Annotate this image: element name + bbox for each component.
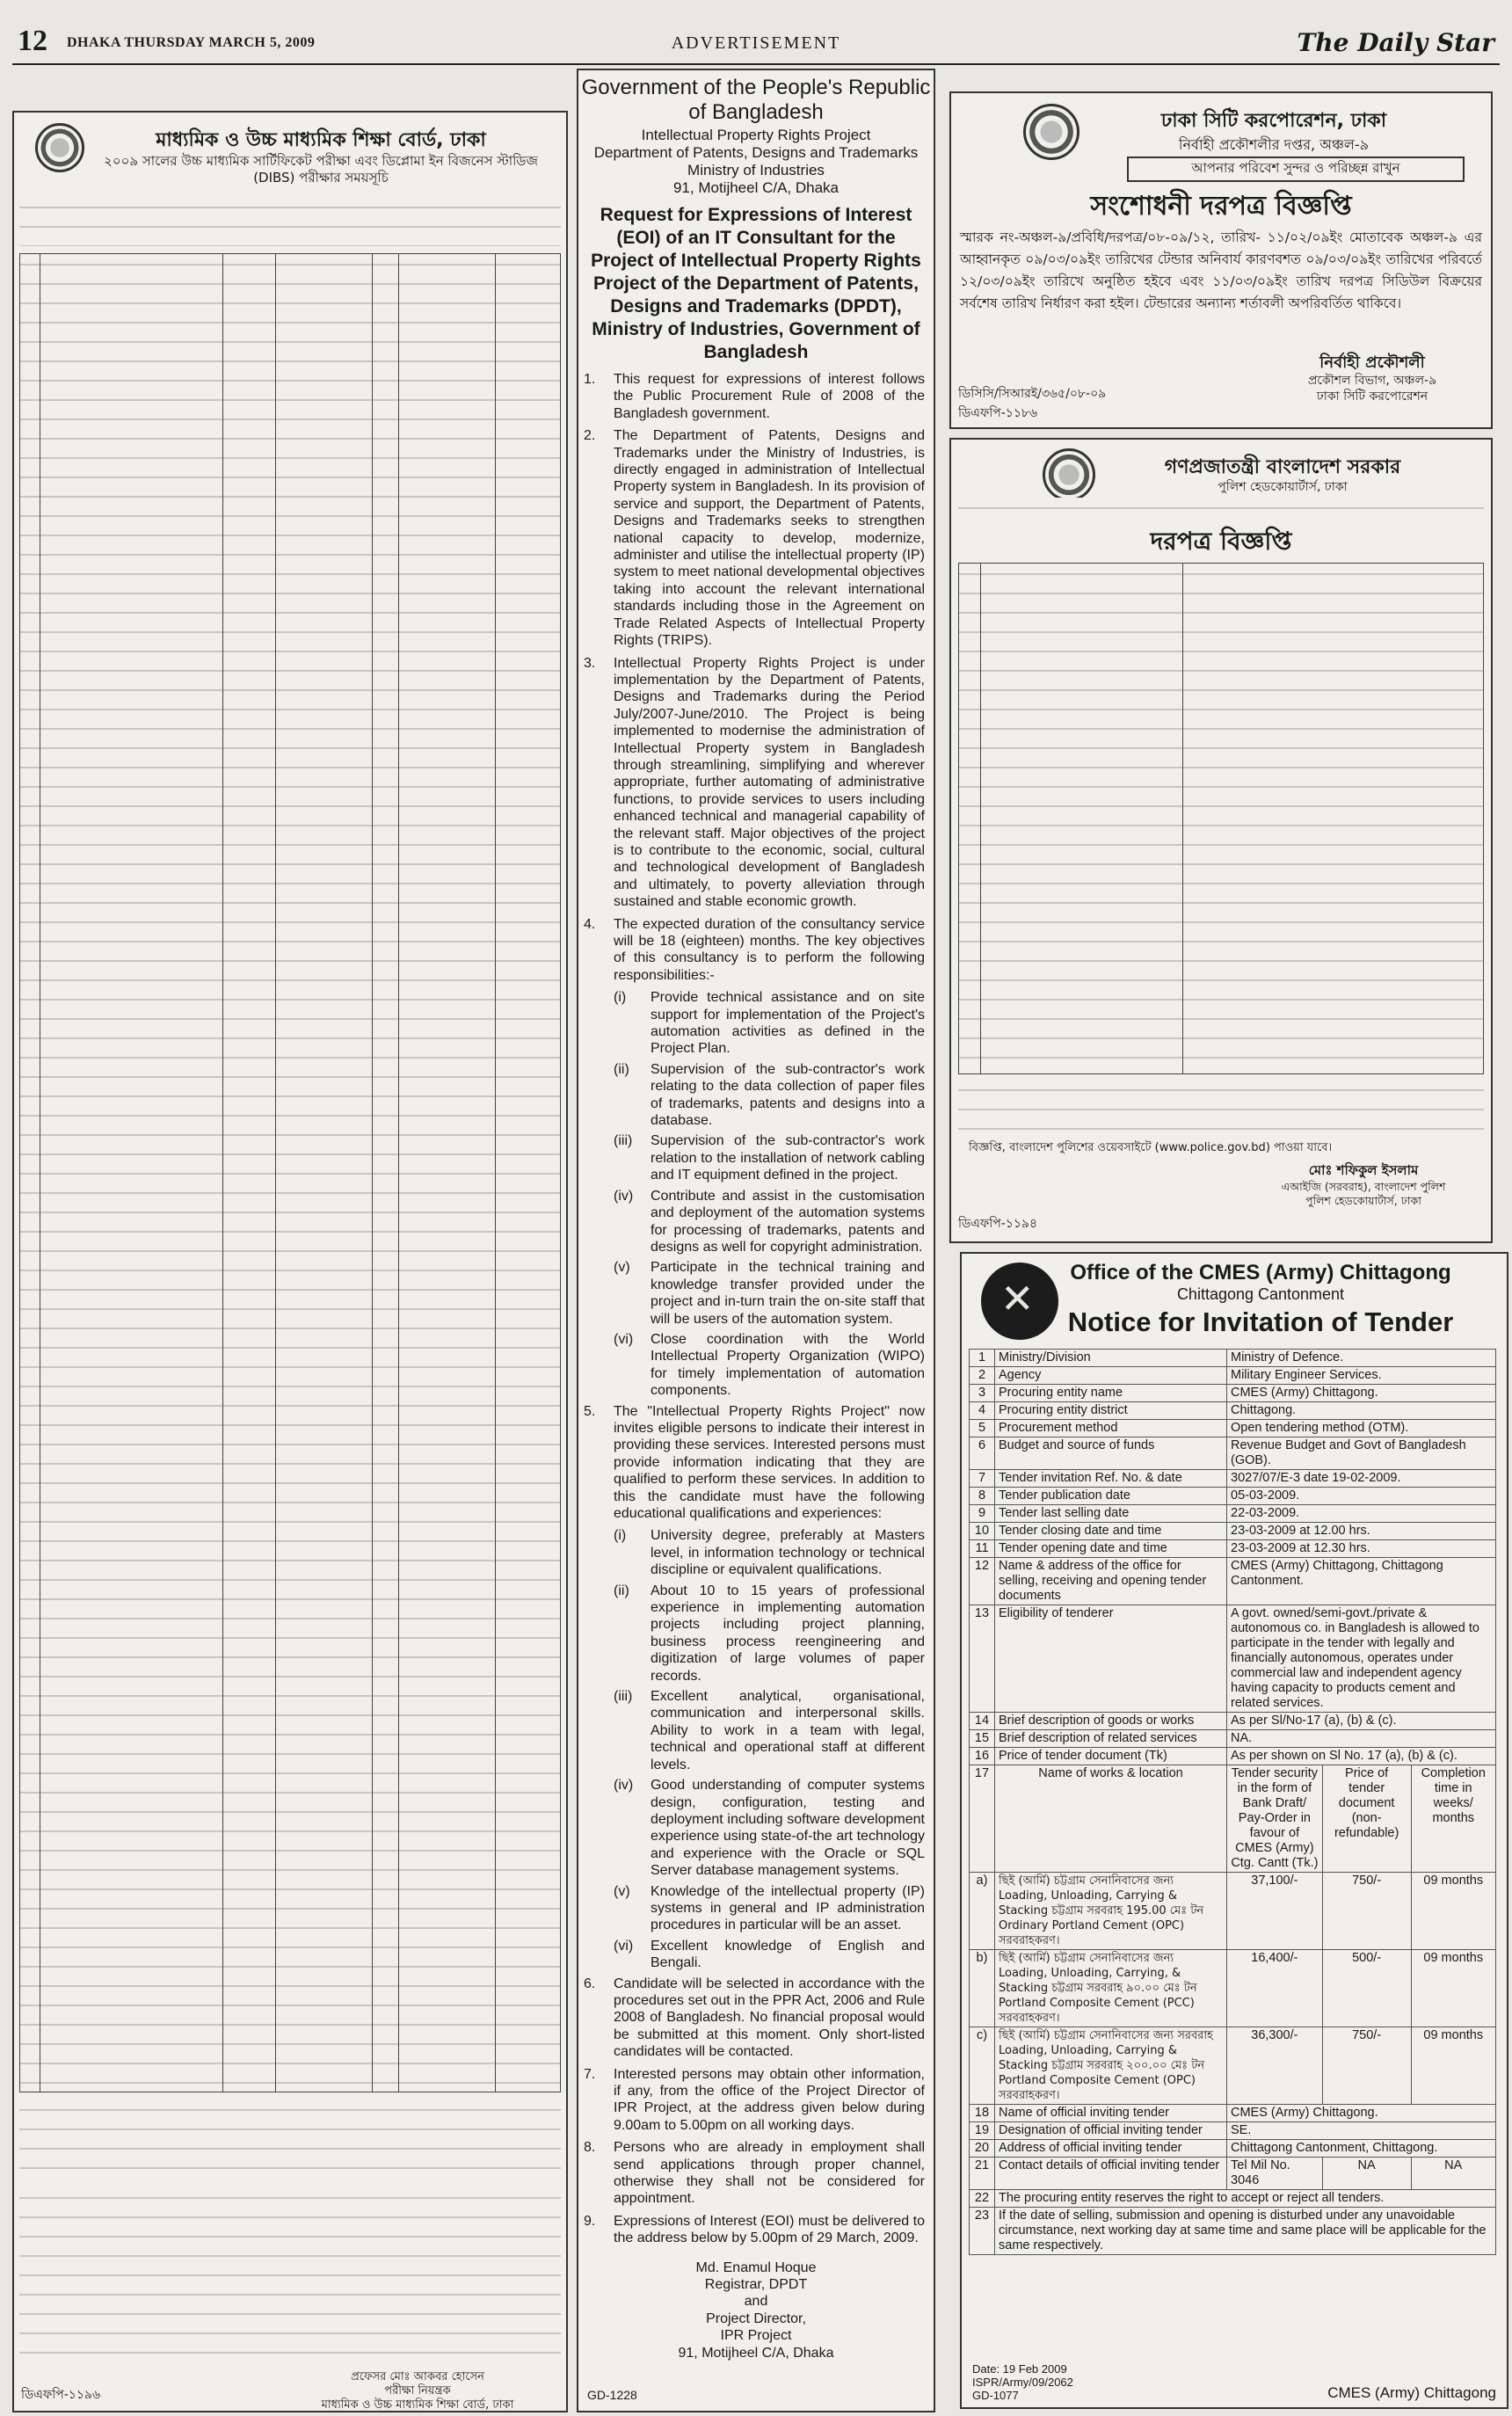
works-item-security: 16,400/- [1227,1950,1323,2027]
cmes-row-number: 7 [970,1470,995,1488]
cmes-row-label: Eligibility of tenderer [995,1605,1227,1713]
ipr-paragraph [578,2213,934,2247]
ipr-paragraph [578,2139,934,2208]
ipr-paragraph-text: The Department of Patents, Designs and Trademarks under the Ministry of Industries, is directly engaged in administration of Intellectual Property system in Bangladesh. In its provision of service and support, the Department of Patents, Designs and Trademarks seeks to strengthen national capacity to develop, modernize, administer and utilise the intellectual property (IP) system to meet national developmental objectives taking into account the relevant international standards including those in the Agreement on Trade Related Aspects of Intellectual Property Rights (TRIPS). [614,428,925,649]
cmes-table-row [970,1402,1496,1420]
works-item-time: 09 months [1411,1950,1496,2027]
ipr-paragraph-text: Supervision of the sub-contractor's work relating to the data collection of paper files of trademarks, patents and designs into a database. [651,1061,925,1129]
ipr-subtitle: Intellectual Property Rights Project Department of Patents, Designs and Trademarks Ministry of Industries 91, Motijheel C/A, Dhaka [593,127,919,196]
cmes-row-number: 3 [970,1385,995,1402]
dcc-ad-code: ডিএফপি-১১৮৬ [958,406,1038,420]
cmes-title: Office of the CMES (Army) Chittagong [1070,1261,1451,1284]
cmes-table-row [970,2105,1496,2122]
police-office: পুলিশ হেডকোয়ার্টার্স, ঢাকা [1218,480,1348,494]
ipr-paragraph [578,989,934,1058]
ipr-paragraph-number: (iv) [614,1778,634,1794]
ipr-govt-title: Government of the People's Republic of Bangladesh [581,76,931,124]
ipr-paragraph-text: Supervision of the sub-contractor's work relation to the installation of network cabling and IT equipment defined in the project. [651,1133,925,1183]
cmes-row-value: Tel Mil No. 3046 [1227,2158,1323,2190]
cmes-row-value: 3027/07/E-3 date 19-02-2009. [1227,1470,1496,1488]
cmes-row-number: 20 [970,2140,995,2158]
ipr-paragraph-text: Excellent knowledge of English and Bengali. [651,1938,925,1971]
dcc-ref: ডিসিসি/সিআরই/৩৬৫/০৮-০৯ [958,387,1107,401]
cmes-row-label: Ministry/Division [995,1350,1227,1367]
cmes-row-value: CMES (Army) Chittagong, Chittagong Cantonment. [1227,1558,1496,1605]
cmes-row-label: Procurement method [995,1420,1227,1437]
ipr-paragraph-number: 1. [584,372,596,387]
ipr-paragraph [578,1259,934,1328]
ipr-paragraph-text: About 10 to 15 years of professional experience in implementing automation projects including project planning, business process reengineering and digitization of large volumes of paper records. [651,1583,925,1684]
ipr-paragraph-number: (v) [614,1260,630,1276]
cmes-row-number: 14 [970,1713,995,1730]
ipr-paragraph [578,2066,934,2135]
cmes-row-label: Tender publication date [995,1488,1227,1505]
cmes-subtitle: Chittagong Cantonment [1176,1285,1345,1303]
cmes-row-value: Revenue Budget and Govt of Bangladesh (GOB). [1227,1437,1496,1470]
ipr-paragraph-number: (i) [614,1528,627,1544]
ipr-paragraph-text: Contribute and assist in the customisation and deployment of the automation systems for processing of trademarks, patents and designs as well for copyright administration. [651,1188,925,1255]
cmes-row-number: 4 [970,1402,995,1420]
dcc-sig-office: প্রকৌশল বিভাগ, অঞ্চল-৯ ঢাকা সিটি করপোরেশন [1307,374,1437,404]
cmes-row-number: 1 [970,1350,995,1367]
police-ad-code: ডিএফপি-১১৯৪ [958,1217,1038,1231]
cmes-row-number: 17 [970,1765,995,1873]
cmes-table-row [970,1470,1496,1488]
cmes-row-value: Chittagong Cantonment, Chittagong. [1227,2140,1496,2158]
cmes-row-number: 10 [970,1523,995,1540]
section-title: ADVERTISEMENT [671,33,841,53]
ipr-paragraph-number: (vi) [614,1938,634,1954]
cmes-row-number: 6 [970,1437,995,1470]
cmes-table-row [970,1420,1496,1437]
cmes-table-row [970,2190,1496,2208]
cmes-table-row [970,1505,1496,1523]
ipr-paragraph [578,1938,934,1972]
cmes-ad-code: GD-1077 [972,2389,1019,2402]
dcc-title: ঢাকা সিটি করপোরেশন, ঢাকা [1160,110,1387,132]
cmes-table-row [970,2158,1496,2190]
cmes-works-row [970,1873,1496,1950]
works-item-number: b) [970,1950,995,2027]
cmes-row-number: 19 [970,2122,995,2140]
cmes-heading: Notice for Invitation of Tender [1067,1306,1454,1337]
cmes-table-row [970,1605,1496,1713]
ipr-paragraph-text: The "Intellectual Property Rights Project" now invites eligible persons to indicate their interest in providing these services. Interested persons must provide information indicating that they are qualified to perform these services. In addition to this the candidate must have the following educational qualifications and experiences: [614,1403,925,1521]
cmes-row-value: As per shown on Sl No. 17 (a), (b) & (c). [1227,1748,1496,1765]
ipr-paragraph-number: 2. [584,428,596,444]
works-item-price: 750/- [1322,2027,1411,2105]
cmes-row-label: Designation of official inviting tender [995,2122,1227,2140]
ipr-paragraph-text: Persons who are already in employment shall send applications through proper channel, otherwise they shall not be considered for appointment. [614,2140,925,2207]
cmes-row-value: If the date of selling, submission and opening is disturbed under any unavoidable circumstance, next working day at same time and same place will be applicable for the same respectively. [995,2208,1496,2255]
cmes-row-label: Procuring entity district [995,1402,1227,1420]
board-signatory-office: মাধ্যমিক ও উচ্চ মাধ্যমিক শিক্ষা বোর্ড, ঢাকা [321,2398,514,2412]
ipr-paragraph [578,427,934,649]
cmes-row-number: 11 [970,1540,995,1558]
works-item-security: 37,100/- [1227,1873,1323,1950]
cmes-table-row [970,1713,1496,1730]
cmes-table-row [970,2122,1496,2140]
ipr-paragraph-text: Excellent analytical, organisational, communication and interpersonal skills. Ability to work in a team with legal, technical and operational staff at different levels. [651,1689,925,1772]
ipr-signature: Md. Enamul Hoque Registrar, DPDT and Project Director, IPR Project 91, Motijheel C/A, Dhaka [678,2260,834,2361]
cmes-row-label: Price of tender document (Tk) [995,1748,1227,1765]
cmes-row-number: 22 [970,2190,995,2208]
ipr-paragraph-number: (ii) [614,1583,629,1598]
board-subtitle: ২০০৯ সালের উচ্চ মাধ্যমিক সার্টিফিকেট পরীক্ষা এবং ডিপ্লোমা ইন বিজনেস স্টাডিজ (DIBS) পরীক্ষার সময়সূচি [104,153,538,186]
police-website-note: বিজ্ঞপ্তি, বাংলাদেশ পুলিশের ওয়েবসাইটে (www.police.gov.bd) পাওয়া যাবে। [969,1141,1333,1154]
police-heading: দরপত্র বিজ্ঞপ্তি [1150,527,1292,556]
ipr-paragraph-number: 4. [584,916,596,932]
police-ref-line [958,498,1484,515]
ipr-paragraph-text: Provide technical assistance and on site support for implementation of the Project's automation activities as defined in the Project Plan. [651,990,925,1057]
cmes-row-label: Address of official inviting tender [995,2140,1227,2158]
works-item-price: 500/- [1322,1950,1411,2027]
ipr-paragraph-number: (i) [614,990,627,1006]
ipr-paragraph [578,1132,934,1183]
police-tender-ad [949,438,1493,1243]
ipr-paragraph-number: 5. [584,1403,596,1419]
ipr-paragraph-number: 6. [584,1976,596,1991]
works-item-number: a) [970,1873,995,1950]
cmes-table-row [970,1558,1496,1605]
ipr-paragraph [578,1777,934,1879]
works-item-name: ছিই (আর্মি) চট্টগ্রাম সেনানিবাসের জন্য সরবরাহ Loading, Unloading, Carrying & Stacking চট্টগ্রাম সরবরাহ ২০০.০০ মেঃ টন Portland Composite Cement (OPC) সরবরাহকরণ। [995,2027,1227,2105]
cmes-row-label: Contact details of official inviting tender [995,2158,1227,2190]
ipr-paragraph-number: (iii) [614,1133,633,1149]
cmes-row-number: 12 [970,1558,995,1605]
cmes-row-number: 13 [970,1605,995,1713]
special-instructions [19,2187,561,2363]
page-number: 12 [18,25,47,57]
ipr-paragraph-number: (v) [614,1883,630,1899]
ipr-paragraph [578,1883,934,1934]
cmes-table-row [970,1437,1496,1470]
cmes-row-label: Name & address of the office for selling, receiving and opening tender documents [995,1558,1227,1605]
cmes-row-label: Agency [995,1367,1227,1385]
ipr-paragraph [578,1688,934,1773]
dateline: DHAKA THURSDAY MARCH 5, 2009 [67,35,316,50]
cmes-row-number: 8 [970,1488,995,1505]
ipr-eoi-heading: Request for Expressions of Interest (EOI) of an IT Consultant for the Project of Intellectual Property Rights Project of the Department of Patents, Designs and Trademarks (DPDT), Ministry of Industries, Government of Bangladesh [591,205,921,362]
cmes-row-value: 05-03-2009. [1227,1488,1496,1505]
cmes-table-row [970,2140,1496,2158]
ipr-paragraph-text: The expected duration of the consultancy service will be 18 (eighteen) months. The key objectives of this consultancy is to perform the following responsibilities:- [614,916,925,983]
cmes-works-row [970,2027,1496,2105]
ipr-paragraph-number: (iv) [614,1188,634,1204]
ipr-paragraph-text: Candidate will be selected in accordance with the procedures set out in the PPR Act, 2006 and Rule 2008 of Bangladesh. No financial proposal would be submitted at this moment. Only short-listed candidates will be contacted. [614,1976,925,2060]
exam-schedule-table [19,253,561,2092]
cmes-row-label: Brief description of related services [995,1730,1227,1748]
dcc-slogan: আপনার পরিবেশ সুন্দর ও পরিচ্ছন্ন রাখুন [1127,156,1465,182]
cmes-row-value: 23-03-2009 at 12.00 hrs. [1227,1523,1496,1540]
ipr-paragraph-text: Close coordination with the World Intellectual Property Organization (WIPO) for timely implementation of automation components. [651,1331,925,1399]
cmes-row-number: 9 [970,1505,995,1523]
cmes-row-value: Ministry of Defence. [1227,1350,1496,1367]
ipr-paragraph-number: 7. [584,2066,596,2082]
cmes-row-label: Procuring entity name [995,1385,1227,1402]
works-price-header: Price of tender document (non-refundable) [1322,1765,1411,1873]
dcc-signatory: নির্বাহী প্রকৌশলী [1319,353,1425,372]
cmes-row-value: CMES (Army) Chittagong. [1227,1385,1496,1402]
cmes-table-row [970,2208,1496,2255]
cmes-row-value: Open tendering method (OTM). [1227,1420,1496,1437]
practical-exam-table [19,2099,561,2179]
cmes-row-number: 2 [970,1367,995,1385]
police-title: গণপ্রজাতন্ত্রী বাংলাদেশ সরকার [1164,456,1401,478]
cmes-works-row [970,1950,1496,2027]
ipr-paragraph-number: 9. [584,2213,596,2229]
cmes-row-label: Tender opening date and time [995,1540,1227,1558]
cmes-row-label: Tender closing date and time [995,1523,1227,1540]
board-title: মাধ্যমিক ও উচ্চ মাধ্যমিক শিক্ষা বোর্ড, ঢাকা [156,129,486,151]
cmes-ref: ISPR/Army/09/2062 [972,2376,1073,2389]
works-item-name: ছিই (আর্মি) চট্টগ্রাম সেনানিবাসের জন্য Loading, Unloading, Carrying, & Stacking চট্টগ্রাম সরবরাহ ৯০.০০ মেঃ টন Portland Composite Cement (PCC) সরবরাহকরণ। [995,1950,1227,2027]
ipr-paragraph [578,1403,934,1523]
cmes-row-label: Brief description of goods or works [995,1713,1227,1730]
works-item-security: 36,300/- [1227,2027,1323,2105]
works-item-time: 09 months [1411,2027,1496,2105]
cmes-contact-na: NA [1322,2158,1411,2190]
board-signatory-role: পরীক্ষা নিয়ন্ত্রক [384,2384,451,2398]
cmes-works-header [970,1765,1496,1873]
dcc-tender-ad [949,91,1493,429]
ipr-paragraph [578,371,934,422]
board-signature [278,2370,557,2412]
ipr-paragraph [578,1061,934,1130]
works-item-number: c) [970,2027,995,2105]
ipr-paragraph [578,1976,934,2061]
works-item-name: ছিই (আর্মি) চট্টগ্রাম সেনানিবাসের জন্য Loading, Unloading, Carrying & Stacking চট্টগ্রাম সরবরাহ 195.00 মেঃ টন Ordinary Portland Cement (OPC) সরবরাহকরণ। [995,1873,1227,1950]
ipr-paragraph-number: (vi) [614,1331,634,1347]
police-sig-title: এআইজি (সরবরাহ), বাংলাদেশ পুলিশ পুলিশ হেডকোয়ার্টার্স, ঢাকা [1281,1180,1446,1207]
cmes-table-row [970,1367,1496,1385]
ipr-paragraph-number: (iii) [614,1689,633,1705]
police-signatory: মোঃ শফিকুল ইসলাম [1308,1162,1419,1178]
ipr-body [578,371,934,2247]
cmes-sign: CMES (Army) Chittagong [1327,2384,1496,2401]
cmes-row-value: CMES (Army) Chittagong. [1227,2105,1496,2122]
cmes-table-row [970,1730,1496,1748]
cmes-row-value: Chittagong. [1227,1402,1496,1420]
cmes-row-label: Budget and source of funds [995,1437,1227,1470]
cmes-date: Date: 19 Feb 2009 [972,2362,1067,2376]
cmes-row-value: NA. [1227,1730,1496,1748]
ipr-ad-code: GD-1228 [587,2387,637,2402]
works-name-header: Name of works & location [995,1765,1227,1873]
board-exam-schedule-ad [12,111,568,2412]
cmes-table-row [970,1385,1496,1402]
ipr-paragraph-number: (ii) [614,1061,629,1077]
cmes-table-row [970,1488,1496,1505]
cmes-row-label: Tender invitation Ref. No. & date [995,1470,1227,1488]
ipr-paragraph-text: Good understanding of computer systems design, configuration, testing and deployment including software development experience using state-of-the art technology and experience with the Oracle or SQL Server database management systems. [651,1778,925,1879]
cmes-row-label: Tender last selling date [995,1505,1227,1523]
cmes-row-number: 21 [970,2158,995,2190]
ipr-paragraph [578,1527,934,1578]
cmes-row-value: 22-03-2009. [1227,1505,1496,1523]
ipr-paragraph-text: Interested persons may obtain other information, if any, from the office of the Project Director of IPR Project, at the address given below during 9.00am to 5.00pm on all working days. [614,2066,925,2133]
cmes-table-row [970,1540,1496,1558]
cmes-row-number: 18 [970,2105,995,2122]
cmes-row-number: 23 [970,2208,995,2255]
cmes-contact-na: NA [1411,2158,1496,2190]
cmes-row-number: 15 [970,1730,995,1748]
ipr-paragraph-text: This request for expressions of interest follows the Public Procurement Rule of 2008 of the Bangladesh government. [614,372,925,421]
dcc-office: নির্বাহী প্রকৌশলীর দপ্তর, অঞ্চল-৯ [1178,136,1370,153]
dcc-body: স্মারক নং-অঞ্চল-৯/প্রবিধি/দরপত্র/০৮-০৯/১২, তারিখ- ১১/০২/০৯ইং মোতাবেক অঞ্চল-৯ এর আহ্বানকৃত ০৯/০৩/০৯ইং তারিখের টেন্ডার অনিবার্য কারণবশত ০৯/০৩/০৯ইং তারিখের পরিবর্তে ১২/০৩/০৯ইং তারিখে অনুষ্ঠিত হইবে এবং ১১/০৩/০৯ইং তারিখ দরপত্র সিডিউল বিক্রয়ের সর্বশেষ তারিখ নির্ধারণ করা হইল। টেন্ডারের অন্যান্য শর্তাবলী অপরিবর্তিত থাকিবে। [960,229,1482,311]
cmes-table-row [970,1748,1496,1765]
police-tender-table [958,563,1484,1074]
cmes-row-value: A govt. owned/semi-govt./private & autonomous co. in Bangladesh is allowed to participate in the tender with legally and financially autonomous, operates under commercial law and independent agency having capacity to products cement and related services. [1227,1605,1496,1713]
board-seal-icon [35,123,84,172]
ipr-paragraph [578,1188,934,1256]
cmes-footer [972,2362,1496,2402]
ipr-paragraph-text: Knowledge of the intellectual property (IP) systems in general and IP administration procedures in particular will be an asset. [651,1883,925,1933]
ipr-eoi-ad [577,69,935,2412]
cmes-row-number: 16 [970,1748,995,1765]
cmes-row-label: Name of official inviting tender [995,2105,1227,2122]
police-notes [958,1080,1484,1136]
cmes-tender-ad [960,1252,1508,2409]
ipr-paragraph-number: 3. [584,655,596,671]
cmes-row-value: As per Sl/No-17 (a), (b) & (c). [1227,1713,1496,1730]
ipr-paragraph [578,916,934,985]
ipr-paragraph-text: Participate in the technical training and knowledge transfer provided under the project and in-turn train the on-site staff that will be users of the automation system. [651,1260,925,1327]
cmes-row-value: 23-03-2009 at 12.30 hrs. [1227,1540,1496,1558]
masthead [12,25,1500,65]
works-item-price: 750/- [1322,1873,1411,1950]
board-ad-code: ডিএফপি-১১৯৬ [21,2388,101,2402]
ipr-paragraph [578,1583,934,1685]
ipr-paragraph-text: Intellectual Property Rights Project is under implementation by the Department of Patents, Designs and Trademarks during the Period July/2007-June/2010. The Project is being implemented to modernise the administration of Intellectual Property system in Bangladesh through streamlining, simplifying and wherever appropriate, further automating of administrative functions, to provide services to users including enhanced technical and managerial capability of the relevant staff. Major objectives of the project is to contribute to the economic, social, cultural and technological development of Bangladesh and ultimately, to poverty alleviation through sustained and stable economic growth. [614,655,925,910]
dcc-heading: সংশোধনী দরপত্র বিজ্ঞপ্তি [1090,191,1352,222]
works-time-header: Completion time in weeks/ months [1411,1765,1496,1873]
paper-name: The Daily Star [1297,28,1494,57]
ipr-paragraph [578,655,934,911]
works-security-header: Tender security in the form of Bank Draft/ Pay-Order in favour of CMES (Army) Ctg. Cantt (Tk.) [1227,1765,1323,1873]
ipr-paragraph-text: Expressions of Interest (EOI) must be delivered to the address below by 5.00pm of 29 March, 2009. [614,2213,925,2246]
cmes-row-value: The procuring entity reserves the right to accept or reject all tenders. [995,2190,1496,2208]
cmes-table-row [970,1350,1496,1367]
cmes-row-value: SE. [1227,2122,1496,2140]
cmes-row-value: Military Engineer Services. [1227,1367,1496,1385]
ipr-paragraph [578,1331,934,1400]
board-intro-text [19,197,561,246]
board-signatory: প্রফেসর মোঃ আকবর হোসেন [351,2370,484,2383]
cmes-tender-table [969,1349,1496,2255]
cmes-table-row [970,1523,1496,1540]
works-item-time: 09 months [1411,1873,1496,1950]
cmes-row-number: 5 [970,1420,995,1437]
ipr-paragraph-number: 8. [584,2140,596,2156]
ipr-paragraph-text: University degree, preferably at Masters level, in information technology or technical discipline or equivalent qualifications. [651,1528,925,1578]
